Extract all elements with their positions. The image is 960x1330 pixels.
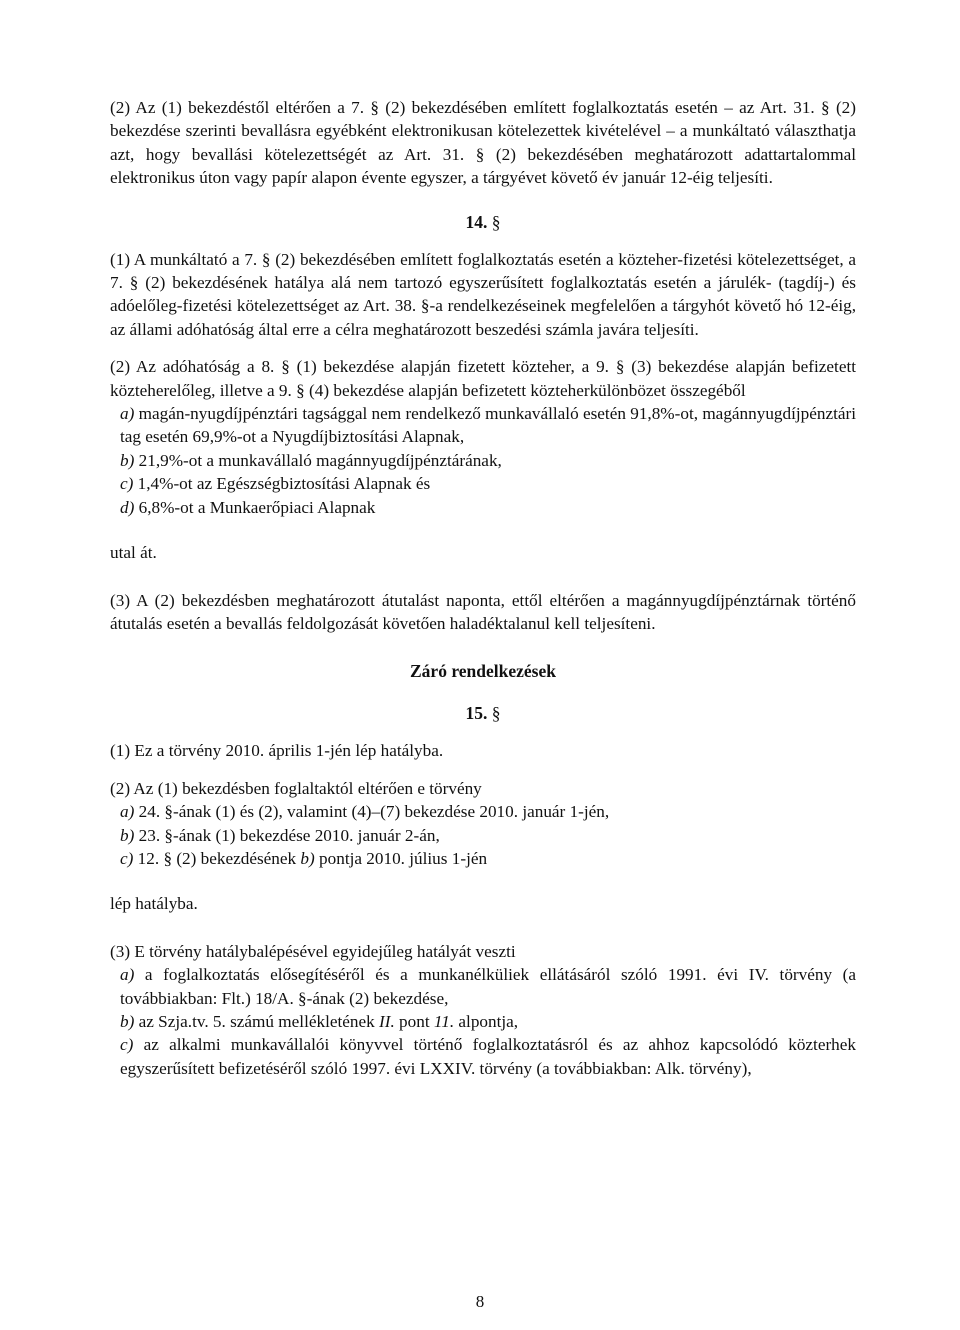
paragraph-15-1: (1) Ez a törvény 2010. április 1-jén lép hatályba. <box>110 741 444 761</box>
list-item: c) az alkalmi munkavállalói könyvvel történő foglalkoztatásról és az ahhoz kapcsolódó közterhek egyszerűsített befizetéséről szóló 1997. évi LXXIV. törvény (a továbbiakban: Alk. törvény), <box>120 1035 856 1078</box>
paragraph-15-3: (3) E törvény hatálybalépésével egyidejűleg hatályát veszti <box>110 941 516 961</box>
list-15-3 <box>110 963 856 1080</box>
section-sign: § <box>491 211 501 232</box>
list-item: a) a foglalkoztatás elősegítéséről és a munkanélküliek ellátásáról szóló 1991. évi IV. törvény (a továbbiakban: Flt.) 18/A. §-ának (2) bekezdése, <box>120 965 856 1008</box>
document-page <box>110 96 856 1080</box>
list-item: a) 24. §-ának (1) és (2), valamint (4)–(7) bekezdése 2010. január 1-jén, <box>120 802 610 822</box>
section-number: 14. <box>465 211 488 232</box>
paragraph-15-2-end: lép hatályba. <box>110 894 198 914</box>
paragraph-14-2-end: utal át. <box>110 543 157 563</box>
page-number: 8 <box>475 1292 485 1311</box>
paragraph-14-1: (1) A munkáltató a 7. § (2) bekezdésében említett foglalkoztatás esetén a közteher-fizetési kötelezettséget, a 7. § (2) bekezdésének hatálya alá nem tartozó egyszerűsített foglalkoztatás esetén a járulék- (tagdíj-) és adóelőleg-fizetési kötelezettséget az Art. 38. §-a rendelkezéseinek megfelelően a tárgyhót követő hó 12-éig, az állami adóhatóság által erre a célra meghatározott beszedési számla javára teljesíti. <box>110 249 856 339</box>
list-item: c) 1,4%-ot az Egészségbiztosítási Alapnak és <box>120 474 431 494</box>
paragraph-13-2: (2) Az (1) bekezdéstől eltérően a 7. § (2) bekezdésében említett foglalkoztatás esetén – az Art. 31. § (2) bekezdése szerinti bevallásra egyébként elektronikusan kötelezettek kivételével – a munkáltató választhatja azt, hogy bevallási kötelezettségét az Art. 31. § (2) bekezdésében meghatározott adattartalommal elektronikus úton vagy papír alapon évente egyszer, a tárgyévet követő év január 12-éig teljesíti. <box>110 98 856 188</box>
section-15-heading <box>110 701 856 725</box>
list-item: b) 23. §-ának (1) bekezdése 2010. január 2-án, <box>120 825 440 845</box>
section-number: 15. <box>465 703 488 724</box>
list-item: c) 12. § (2) bekezdésének b) pontja 2010. július 1-jén <box>120 848 488 868</box>
paragraph-15-2: (2) Az (1) bekezdésben foglaltaktól eltérően e törvény <box>110 778 482 798</box>
list-item: b) az Szja.tv. 5. számú mellékletének II. pont 11. alpontja, <box>120 1011 519 1031</box>
list-15-2 <box>110 800 856 870</box>
paragraph-14-3: (3) A (2) bekezdésben meghatározott átutalást naponta, ettől eltérően a magánnyugdíjpénztárnak történő átutalás esetén a bevallás feldolgozását követően haladéktalanul kell teljesíteni. <box>110 590 856 633</box>
chapter-heading: Záró rendelkezések <box>410 661 556 682</box>
section-14-heading <box>110 210 856 234</box>
section-sign: § <box>491 703 501 724</box>
list-item: a) magán-nyugdíjpénztári tagsággal nem rendelkező munkavállaló esetén 91,8%-ot, magánnyugdíjpénztári tag esetén 69,9%-ot a Nyugdíjbiztosítási Alapnak, <box>120 404 856 447</box>
list-item: b) 21,9%-ot a munkavállaló magánnyugdíjpénztárának, <box>120 450 502 470</box>
list-item: d) 6,8%-ot a Munkaerőpiaci Alapnak <box>120 497 376 517</box>
paragraph-14-2: (2) Az adóhatóság a 8. § (1) bekezdése alapján fizetett közteher, a 9. § (3) bekezdése alapján befizetett közteherelőleg, illetve a 9. § (4) bekezdése alapján befizetett közteherkülönbözet összegéből <box>110 357 856 400</box>
list-14-2 <box>110 402 856 519</box>
